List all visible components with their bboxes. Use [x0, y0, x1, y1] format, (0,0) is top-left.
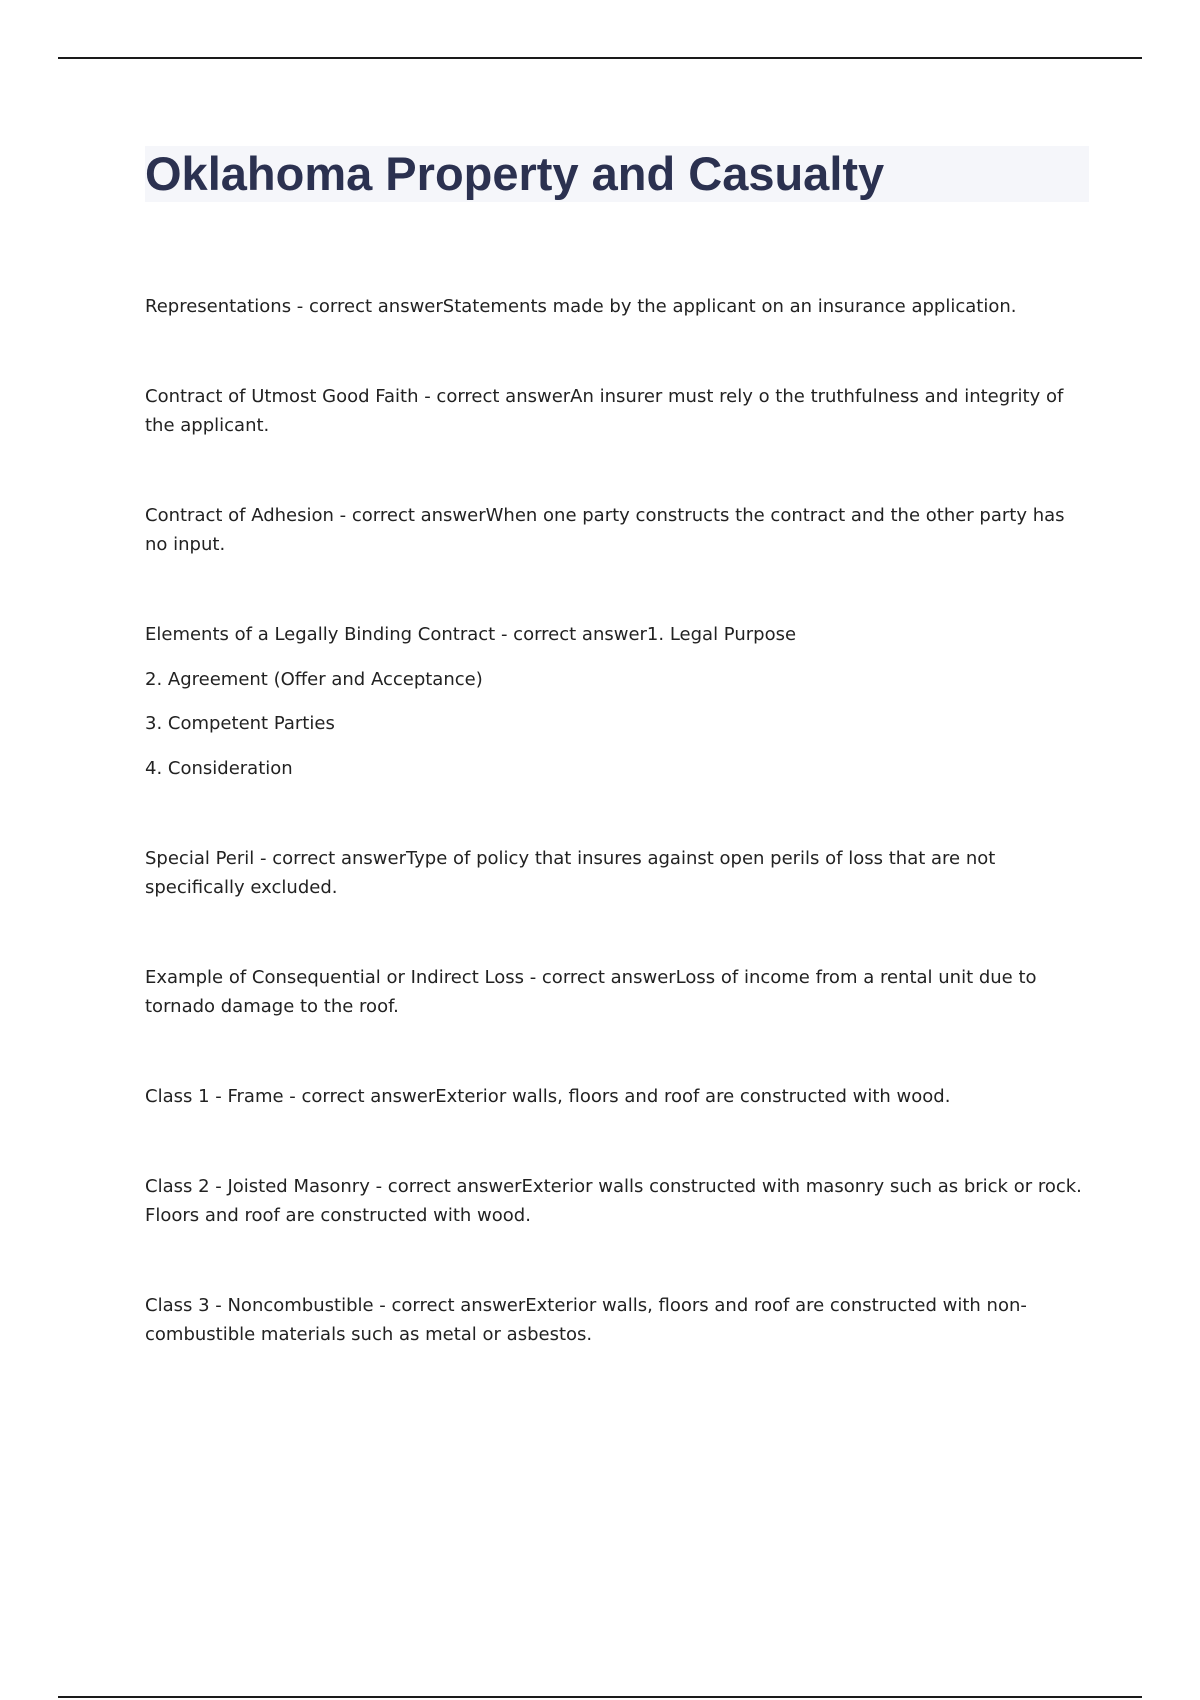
entry-text: Contract of Utmost Good Faith - correct answerAn insurer must rely o the truthfulness and integrity of the applicant.: [145, 386, 1064, 436]
entry-text: Contract of Adhesion - correct answerWhen one party constructs the contract and the other party has no input.: [145, 505, 1065, 555]
entry-text: Representations - correct answerStatements made by the applicant on an insurance application.: [145, 296, 1017, 317]
qa-entry-adhesion: [145, 501, 1085, 559]
document-body: [145, 292, 1085, 1349]
entry-text: Example of Consequential or Indirect Loss - correct answerLoss of income from a rental unit due to tornado damage to the roof.: [145, 966, 1037, 1017]
qa-entry-indirect-loss: [145, 963, 1085, 1021]
list-item: 4. Consideration: [145, 757, 293, 779]
entry-text: Class 1 - Frame - correct answerExterior walls, floors and roof are constructed with wood.: [145, 1085, 951, 1107]
qa-entry-class-2: [145, 1172, 1085, 1230]
list-item: 3. Competent Parties: [145, 713, 335, 734]
entry-text: Special Peril - correct answerType of policy that insures against open perils of loss that are not specifically excluded.: [145, 847, 996, 898]
qa-entry-class-3: [145, 1291, 1085, 1349]
bottom-rule: [58, 1696, 1142, 1698]
qa-entry-special-peril: [145, 844, 1085, 902]
top-rule: [58, 57, 1142, 59]
qa-entry-class-1: [145, 1082, 1085, 1111]
qa-entry-representations: [145, 292, 1085, 321]
entry-text: Elements of a Legally Binding Contract - correct answer1. Legal Purpose: [145, 624, 797, 645]
page-title: Oklahoma Property and Casualty: [145, 147, 885, 200]
qa-entry-utmost-good-faith: [145, 382, 1085, 440]
entry-text: Class 3 - Noncombustible - correct answerExterior walls, floors and roof are constructed with non-combustible materials such as metal or asbestos.: [145, 1294, 1027, 1345]
entry-text: Class 2 - Joisted Masonry - correct answerExterior walls constructed with masonry such as brick or rock. Floors and roof are constructed with wood.: [145, 1175, 1082, 1226]
qa-entry-binding-contract: [145, 620, 1085, 783]
list-item: 2. Agreement (Offer and Acceptance): [145, 668, 483, 690]
